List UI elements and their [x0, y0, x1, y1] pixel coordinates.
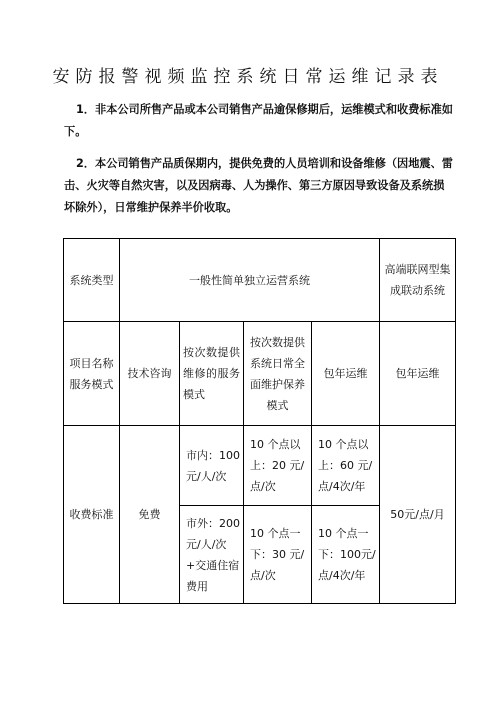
table-row	[64, 239, 456, 322]
table-row	[64, 426, 456, 506]
tech-consult-cell: 技术咨询	[120, 322, 180, 426]
free-cell: 免费	[120, 426, 180, 604]
fee-table	[63, 238, 456, 604]
per-call-repair-cell: 按次数提供维修的服务模式	[180, 322, 244, 426]
page-title: 安防报警视频监控系统日常运维记录表	[52, 67, 444, 87]
inner-annual-cell: 10 个点以上：60 元/点/4次/年	[312, 426, 380, 506]
annual-ops-cell: 包年运维	[312, 322, 380, 426]
service-mode-label: 项目名称服务模式	[64, 322, 120, 426]
inner-full-cell: 10 个点以上：20 元/点/次	[244, 426, 312, 506]
outer-full-cell: 10 个点一下：30 元/点/次	[244, 506, 312, 604]
table-row	[64, 322, 456, 426]
fee-standard-label: 收费标准	[64, 426, 120, 604]
annual-ops-advanced-cell: 包年运维	[380, 322, 456, 426]
city-outer-cell: 市外：200元/人/次+交通住宿费用	[180, 506, 244, 604]
advanced-system-header: 高端联网型集成联动系统	[380, 239, 456, 322]
paragraph-1: 1．非本公司所售产品或本公司销售产品逾保修期后，运维模式和收费标准如下。	[64, 103, 453, 138]
system-type-label: 系统类型	[64, 239, 120, 322]
city-inner-cell: 市内：100元/人/次	[180, 426, 244, 506]
paragraph-2: 2．本公司销售产品质保期内，提供免费的人员培训和设备维修（因地震、雷击、火灾等自然灾害，以及因病毒、人为操作、第三方原因导致设备及系统损坏除外），日常维护保养半价收取。	[64, 157, 453, 214]
general-system-header: 一般性简单独立运营系统	[120, 239, 380, 322]
advanced-fee-cell: 50元/点/月	[380, 426, 456, 604]
outer-annual-cell: 10 个点一下：100元/点/4次/年	[312, 506, 380, 604]
per-call-full-cell: 按次数提供系统日常全面维护保养模式	[244, 322, 312, 426]
